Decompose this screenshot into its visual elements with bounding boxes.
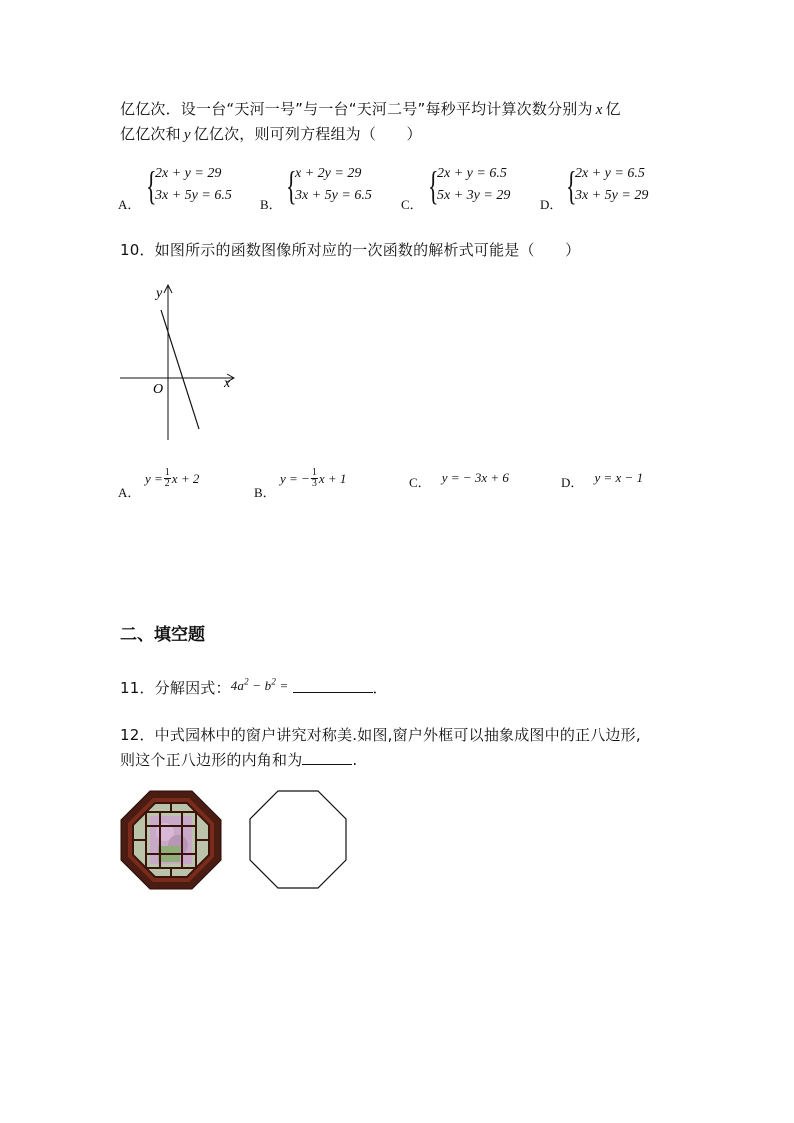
- q10-text: 10．如图所示的函数图像所对应的一次函数的解析式可能是（ ）: [120, 241, 581, 259]
- denominator: 3: [311, 478, 317, 489]
- q10-option-c[interactable]: [409, 472, 509, 491]
- option-expression: y = x − 1: [594, 470, 644, 485]
- q12-line2-text: 则这个正八边形的内角和为: [120, 751, 303, 769]
- equation-1: 2x + y = 29: [155, 166, 222, 181]
- option-letter: C．: [401, 197, 423, 212]
- equation-2: 3x + 5y = 6.5: [295, 188, 372, 203]
- option-letter: C．: [409, 475, 431, 490]
- expr-lhs: y =: [145, 470, 163, 486]
- option-letter: D．: [561, 475, 584, 490]
- q9-line2: [120, 123, 422, 144]
- expr-lhs: y = −: [280, 470, 310, 486]
- q11-exp-a: 2: [244, 676, 249, 687]
- equation-2: 3x + 5y = 6.5: [155, 188, 232, 203]
- numerator: 1: [311, 467, 317, 478]
- regular-octagon-diagram: [246, 788, 350, 892]
- equation-1: 2x + y = 6.5: [575, 166, 645, 181]
- origin-label: O: [153, 382, 164, 397]
- q11-prefix: 11．分解因式：: [120, 679, 231, 697]
- brace-icon: {: [428, 163, 439, 208]
- x-axis-label: x: [224, 376, 231, 391]
- equation-2: 3x + 5y = 29: [575, 188, 649, 203]
- option-expression: [280, 468, 346, 489]
- q9-line1-end: 亿: [605, 100, 621, 118]
- expr-rhs: x + 2: [171, 470, 200, 486]
- q9-line1-text: 亿亿次．设一台“天河一号”与一台“天河二号”每秒平均计算次数分别为: [120, 100, 593, 118]
- answer-blank[interactable]: [293, 692, 373, 693]
- q12-line2: [120, 749, 357, 770]
- q9-line2-a: 亿亿次和: [120, 125, 181, 143]
- q9-option-a[interactable]: [118, 162, 248, 212]
- option-letter: A．: [118, 485, 141, 500]
- q11-term-a: 4a: [230, 678, 245, 693]
- q12-line2-end: .: [352, 751, 358, 769]
- fraction: [164, 468, 171, 489]
- brace-icon: {: [286, 163, 297, 208]
- option-expression: [145, 468, 199, 489]
- equation-1: 2x + y = 6.5: [437, 166, 507, 181]
- q9-var-x: x: [595, 102, 603, 118]
- q11-exp-b: 2: [271, 676, 277, 687]
- q9-option-c[interactable]: [401, 162, 531, 212]
- q9-var-y: y: [183, 127, 191, 143]
- option-letter: A．: [118, 197, 141, 212]
- section-heading: 二、填空题: [120, 625, 205, 645]
- y-axis-label: y: [156, 286, 163, 301]
- expr-rhs: x + 1: [318, 470, 347, 486]
- q11-suffix: ．: [372, 679, 388, 697]
- q11-expression: [231, 678, 289, 693]
- option-letter: B．: [260, 197, 282, 212]
- function-line: [161, 310, 199, 429]
- equation-1: x + 2y = 29: [295, 166, 362, 181]
- q11: [120, 677, 388, 698]
- garden-window-photo: [120, 790, 222, 890]
- brace-icon: {: [566, 163, 577, 208]
- option-letter: D．: [540, 197, 563, 212]
- brace-icon: {: [146, 163, 157, 208]
- q10-option-d[interactable]: [561, 472, 643, 491]
- q11-term-b: − b: [248, 678, 272, 693]
- q9-line2-b: 亿亿次，则可列方程组为（ ）: [193, 125, 422, 143]
- equation-2: 5x + 3y = 29: [437, 188, 511, 203]
- denominator: 2: [164, 478, 170, 489]
- q12-line1: 12．中式园林中的窗户讲究对称美.如图,窗户外框可以抽象成图中的正八边形,: [120, 726, 641, 744]
- octagon-shape: [250, 791, 346, 888]
- q9-line1: [120, 98, 621, 119]
- fraction: [311, 468, 318, 489]
- answer-blank[interactable]: [302, 764, 352, 765]
- q9-option-b[interactable]: [260, 162, 390, 212]
- option-expression: y = − 3x + 6: [441, 470, 509, 485]
- numerator: 1: [164, 467, 170, 478]
- option-letter: B．: [254, 485, 276, 500]
- linear-function-graph: [115, 280, 245, 445]
- q9-option-d[interactable]: [540, 162, 670, 212]
- q11-equals: =: [276, 678, 289, 693]
